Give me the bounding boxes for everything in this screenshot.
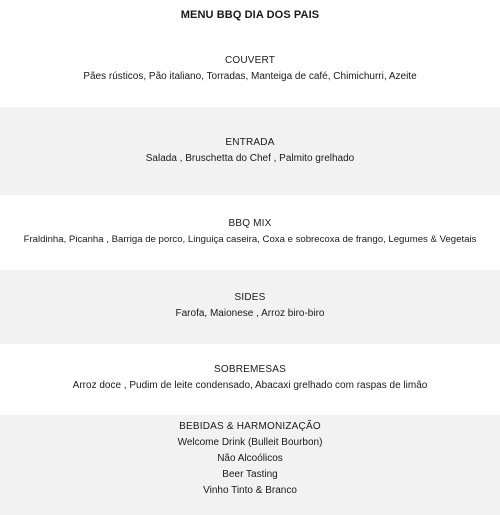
menu-title: MENU BBQ DIA DOS PAIS [180, 9, 320, 21]
drink-item: Não Alcoólicos [217, 453, 283, 464]
section-items: Farofa, Maionese , Arroz biro-biro [175, 308, 325, 319]
section-sides [0, 290, 500, 322]
drink-item: Welcome Drink (Bulleit Bourbon) [177, 437, 323, 448]
section-entrada [0, 135, 500, 167]
section-items: Pães rústicos, Pão italiano, Torradas, Manteiga de café, Chimichurri, Azeite [83, 71, 417, 82]
section-heading: SOBREMESAS [213, 364, 287, 375]
drink-item: Beer Tasting [222, 469, 278, 480]
section-heading: ENTRADA [225, 137, 275, 148]
section-heading: COUVERT [224, 55, 276, 66]
drink-item: Vinho Tinto & Branco [203, 485, 297, 496]
section-items: Salada , Bruschetta do Chef , Palmito grelhado [145, 153, 355, 164]
section-items: Arroz doce , Pudim de leite condensado, Abacaxi grelhado com raspas de limão [72, 380, 428, 391]
section-bbq-mix [0, 216, 500, 248]
section-heading: BBQ MIX [228, 218, 272, 229]
section-items: Fraldinha, Picanha , Barriga de porco, Linguiça caseira, Coxa e sobrecoxa de frango, Legumes & Vegetais [23, 234, 477, 245]
section-bebidas [0, 419, 500, 499]
section-heading: BEBIDAS & HARMONIZAÇÃO [179, 421, 321, 432]
section-sobremesas [0, 362, 500, 394]
section-heading: SIDES [234, 292, 266, 303]
section-couvert [0, 53, 500, 85]
